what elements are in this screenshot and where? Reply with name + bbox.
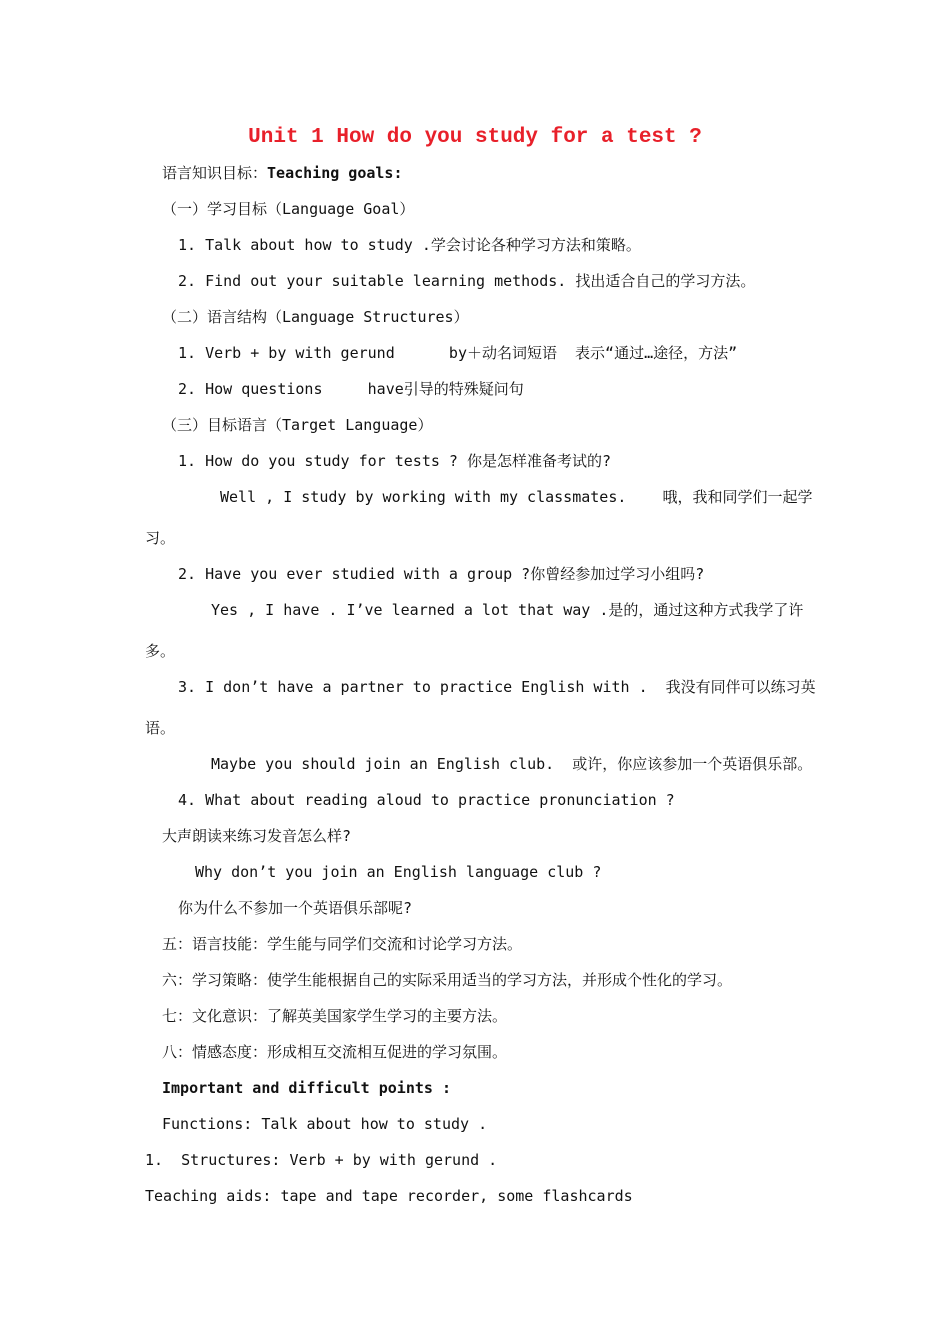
goal-learning-strategy: 六：学习策略：使学生能根据自己的实际采用适当的学习方法，并形成个性化的学习。 [162,971,733,989]
section2-heading: （二）语言结构（Language Structures） [162,308,469,326]
unit-title: Unit 1 How do you study for a test ? [248,126,702,149]
answer-4: Why don’t you join an English language club ? [195,863,602,881]
section1-heading: （一）学习目标（Language Goal） [162,200,415,218]
teaching-aids-line: Teaching aids: tape and tape recorder, some flashcards [145,1187,633,1205]
answer-1-line1: Well , I study by working with my classmates. 哦，我和同学们一起学 [220,488,813,506]
answer-3: Maybe you should join an English club. 或许，你应该参加一个英语俱乐部。 [211,755,813,773]
structures-line: 1. Structures: Verb + by with gerund . [145,1151,498,1169]
goal-language-skills: 五：语言技能：学生能与同学们交流和讨论学习方法。 [162,935,523,953]
question-4: 4. What about reading aloud to practice pronunciation ? [178,791,675,809]
answer-2-line1: Yes , I have . I’ve learned a lot that way .是的，通过这种方式我学了许 [211,601,804,619]
question-1: 1. How do you study for tests ? 你是怎样准备考试的? [178,452,612,470]
question-4-chinese: 大声朗读来练习发音怎么样? [162,827,352,845]
section2-item-2: 2. How questions have引导的特殊疑问句 [178,380,524,398]
answer-2-line2: 多。 [145,642,176,660]
important-points-heading: Important and difficult points : [162,1079,451,1097]
answer-4-chinese: 你为什么不参加一个英语俱乐部呢? [178,899,413,917]
section1-item-2: 2. Find out your suitable learning methods. 找出适合自己的学习方法。 [178,272,756,290]
functions-line: Functions: Talk about how to study . [162,1115,488,1133]
section2-item-1: 1. Verb + by with gerund by＋动名词短语 表示“通过…途径，方法” [178,344,738,362]
question-3-line2: 语。 [145,719,176,737]
section3-heading: （三）目标语言（Target Language） [162,416,433,434]
teaching-goals-line [162,163,402,183]
goal-cultural-awareness: 七：文化意识：了解英美国家学生学习的主要方法。 [162,1007,508,1025]
goal-attitude: 八：情感态度：形成相互交流相互促进的学习氛围。 [162,1043,508,1061]
answer-1-line2: 习。 [145,529,176,547]
teaching-goals-label: 语言知识目标： [162,164,268,182]
question-2: 2. Have you ever studied with a group ?你曾经参加过学习小组吗? [178,565,705,583]
section1-item-1: 1. Talk about how to study .学会讨论各种学习方法和策略。 [178,236,641,254]
teaching-goals-label-en: Teaching goals: [267,164,403,182]
question-3-line1: 3. I don’t have a partner to practice English with . 我没有同伴可以练习英 [178,678,816,696]
